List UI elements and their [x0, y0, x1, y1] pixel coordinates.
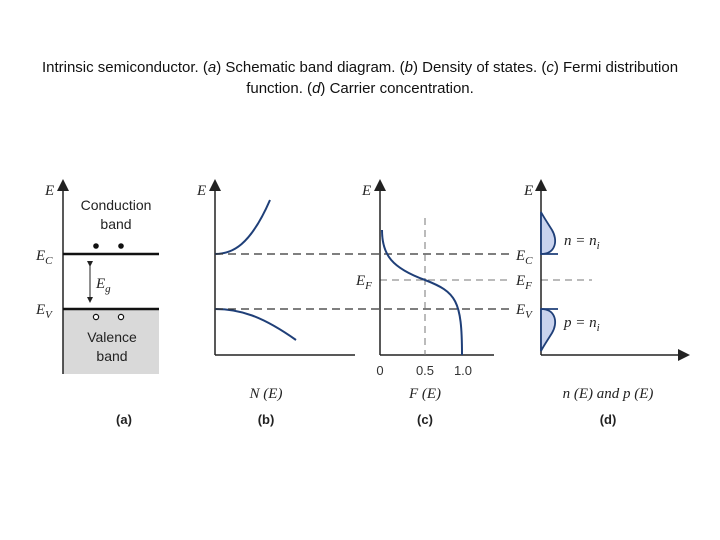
panel-c-fermi-function: [355, 183, 494, 427]
electron-dot-1: [93, 243, 99, 249]
electron-distribution-curve: [541, 212, 555, 254]
panel-d-label: (d): [599, 412, 617, 427]
panel-d-ev-label: $E_V$: [516, 302, 532, 321]
hole-circle-2: [118, 314, 123, 319]
band-gap-label: $E_g$: [96, 276, 111, 295]
panel-a-axis-label: E: [45, 183, 55, 199]
panel-c-ef-label: $E_F$: [356, 273, 372, 292]
panel-b-density-of-states: [196, 183, 355, 427]
hole-circle-1: [93, 314, 98, 319]
valence-dos-curve: [215, 309, 296, 340]
conduction-dos-curve: [215, 200, 270, 254]
panel-d-carrier-concentration: [515, 183, 684, 427]
conduction-band-label-1: Conduction: [80, 197, 152, 213]
panel-a-ev-label: $E_V$: [36, 302, 52, 321]
hole-distribution-curve: [541, 309, 555, 351]
panel-d-ec-label: $E_C$: [516, 248, 533, 267]
panel-a-label: (a): [116, 412, 132, 427]
panel-a-band-diagram: [35, 183, 159, 427]
panel-b-x-label: N (E): [249, 386, 283, 402]
tick-label-1-0: 1.0: [453, 363, 473, 378]
fermi-dirac-curve: [382, 230, 462, 355]
panel-a-ec-label: $E_C$: [36, 248, 53, 267]
panel-d-x-label: n (E) and p (E): [562, 386, 654, 402]
tick-label-0-5: 0.5: [415, 363, 435, 378]
valence-band-label-1: Valence: [87, 329, 137, 345]
panel-c-x-label: F (E): [408, 386, 442, 402]
tick-label-0: 0: [376, 363, 384, 378]
valence-band-label-2: band: [96, 348, 128, 364]
conduction-band-label-2: band: [100, 216, 132, 232]
panel-c-axis-label: E: [362, 183, 372, 199]
panel-b-label: (b): [257, 412, 275, 427]
electron-dot-2: [118, 243, 124, 249]
panel-b-axis-label: E: [197, 183, 207, 199]
electron-concentration-label: $n = n_i$: [564, 233, 600, 252]
figure-caption: Intrinsic semiconductor. (a) Schematic band diagram. (b) Density of states. (c) Fermi distribution function. (d) Carrier concentration.: [41, 59, 679, 97]
panel-c-label: (c): [417, 412, 433, 427]
panel-d-axis-label: E: [524, 183, 534, 199]
hole-concentration-label: $p = n_i$: [564, 315, 600, 334]
panel-d-ef-label: $E_F$: [516, 273, 532, 292]
